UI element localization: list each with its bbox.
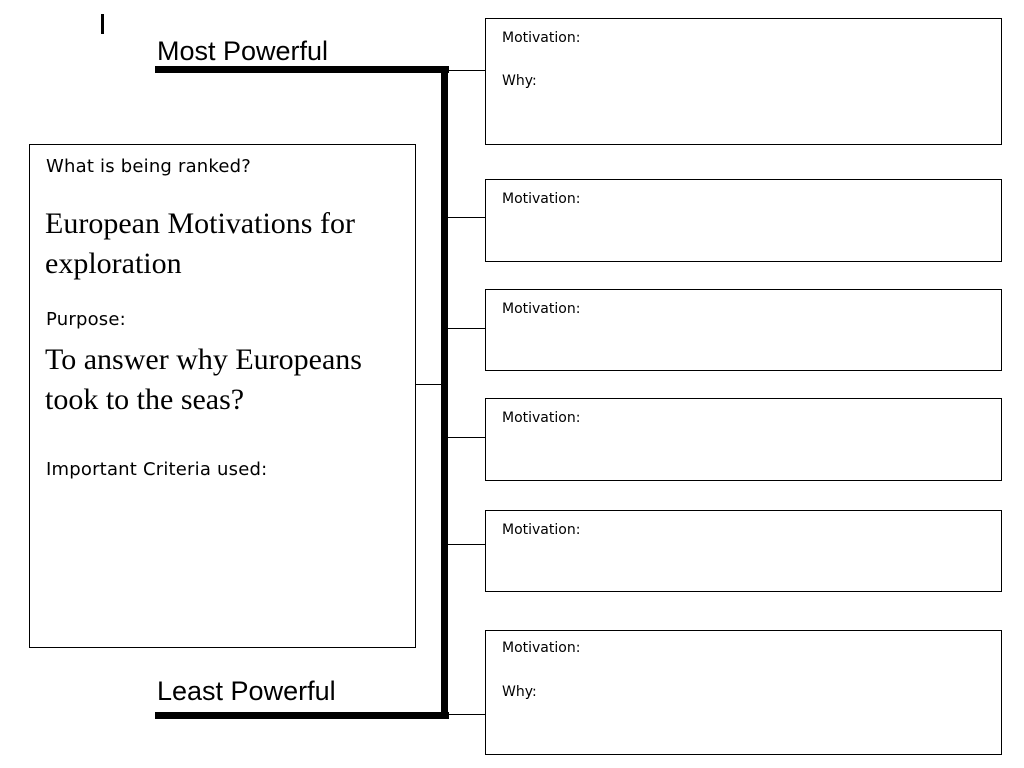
ranked-question: What is being ranked? <box>46 156 252 177</box>
motivation-box-5[interactable] <box>485 510 1002 592</box>
motivation-label: Motivation: <box>502 410 581 426</box>
motivation-box-1[interactable] <box>485 18 1002 145</box>
criteria-question: Important Criteria used: <box>46 459 268 480</box>
info-connector-line <box>415 384 442 385</box>
motivation-box-6[interactable] <box>485 630 1002 755</box>
motivation-label: Motivation: <box>502 30 581 46</box>
purpose-answer[interactable]: To answer why Europeans took to the seas? <box>45 343 362 416</box>
connector-tick <box>448 217 485 218</box>
most-powerful-label: Most Powerful <box>157 36 329 66</box>
motivation-box-3[interactable] <box>485 289 1002 371</box>
least-powerful-label: Least Powerful <box>157 676 336 706</box>
connector-tick <box>448 714 485 715</box>
motivation-label: Motivation: <box>502 640 581 656</box>
motivation-label: Motivation: <box>502 522 581 538</box>
motivation-box-4[interactable] <box>485 398 1002 481</box>
why-label: Why: <box>502 684 537 700</box>
why-label: Why: <box>502 73 537 89</box>
motivation-label: Motivation: <box>502 191 581 207</box>
motivation-label: Motivation: <box>502 301 581 317</box>
connector-tick <box>448 70 485 71</box>
ranked-answer[interactable]: European Motivations for exploration <box>45 207 355 280</box>
connector-tick <box>448 437 485 438</box>
text-cursor-mark <box>101 14 104 34</box>
top-bar <box>155 66 449 73</box>
ranking-spine <box>441 66 448 719</box>
motivation-box-2[interactable] <box>485 179 1002 262</box>
purpose-question: Purpose: <box>46 309 126 330</box>
connector-tick <box>448 328 485 329</box>
connector-tick <box>448 544 485 545</box>
bottom-bar <box>155 712 449 719</box>
